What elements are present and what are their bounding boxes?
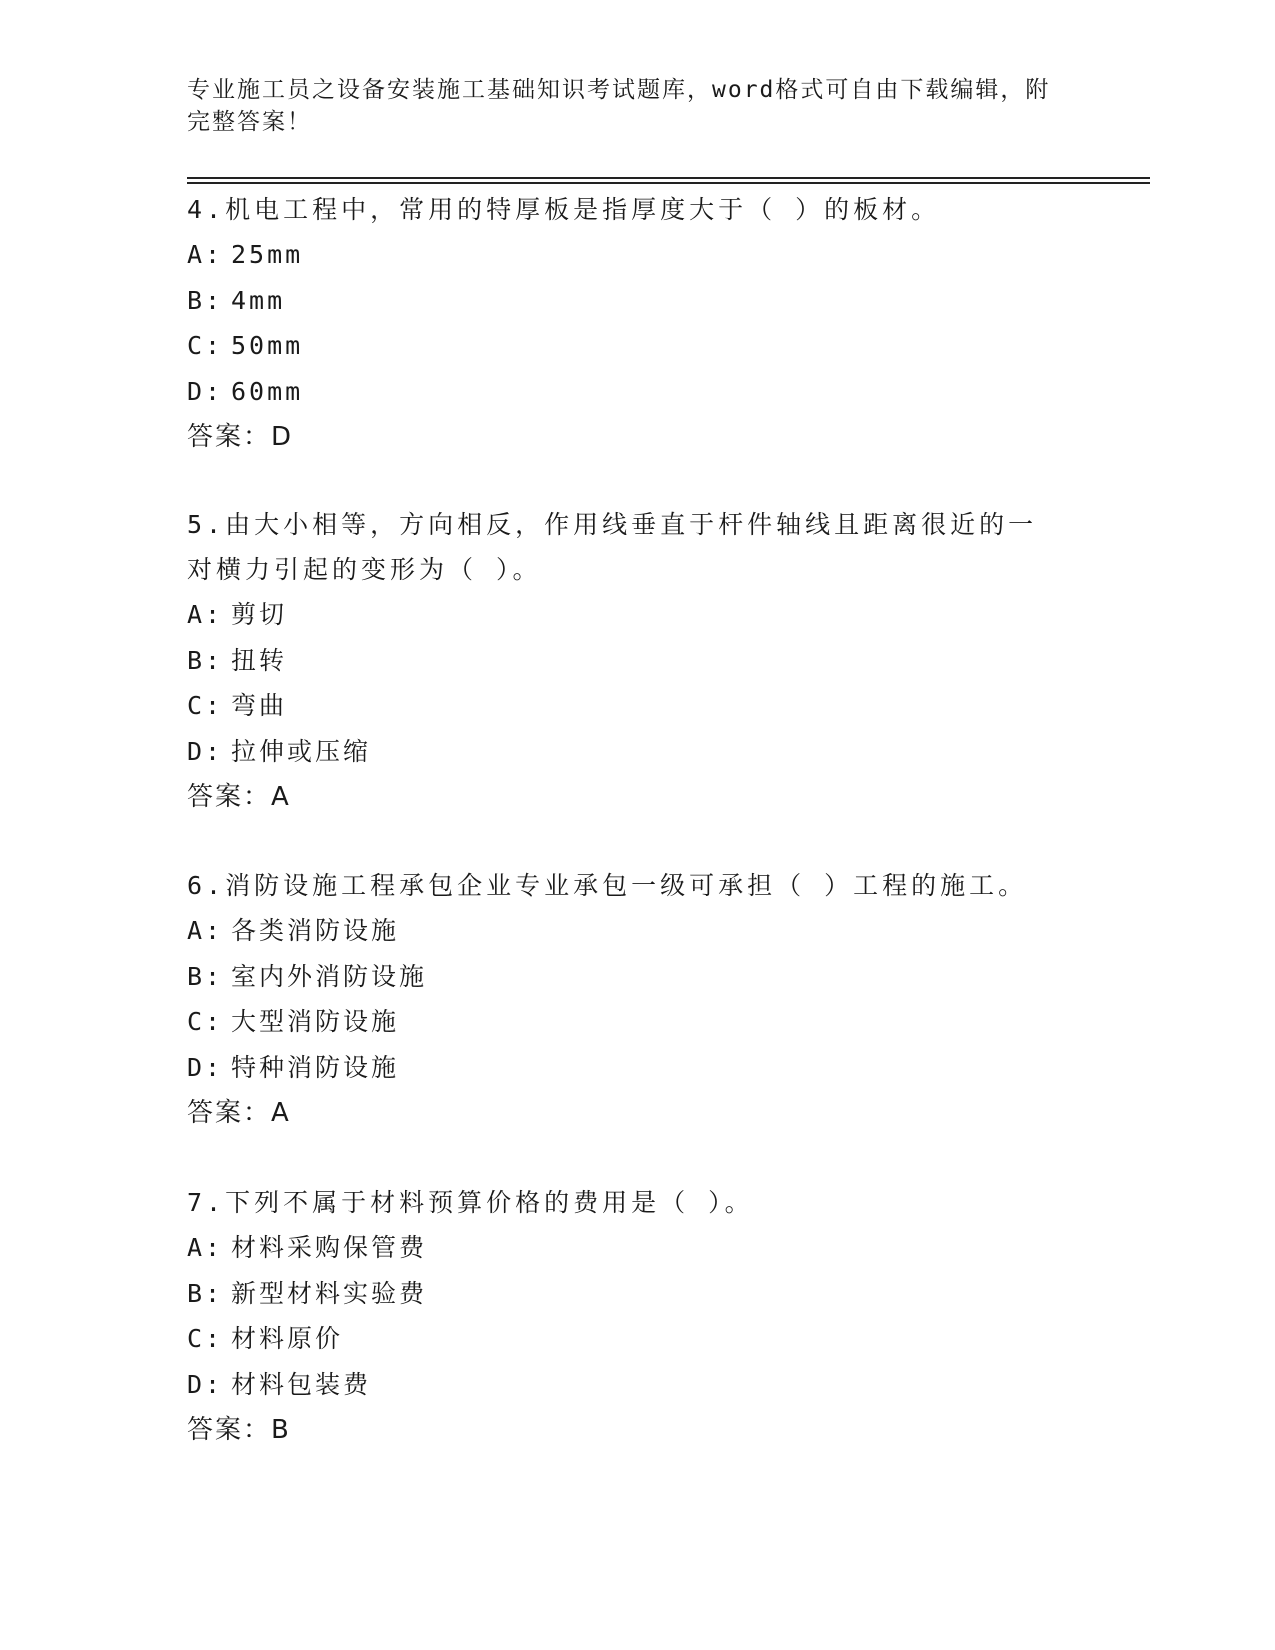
option-a xyxy=(187,908,1087,954)
question-stem: 5.由大小相等，方向相反，作用线垂直于杆件轴线且距离很近的一对横力引起的变形为（ ）。 xyxy=(187,510,1038,584)
option-key: A: xyxy=(187,240,224,269)
question-stem: 4.机电工程中，常用的特厚板是指厚度大于（ ）的板材。 xyxy=(187,195,941,224)
option-key: B: xyxy=(187,961,224,991)
option-d xyxy=(187,1362,1087,1408)
option-key: D: xyxy=(187,376,224,406)
option-key: D: xyxy=(187,736,224,766)
answer-line: 答案：D xyxy=(187,422,294,452)
answer-line: 答案：A xyxy=(187,1098,291,1128)
option-d xyxy=(187,1045,1087,1091)
question-stem: 7.下列不属于材料预算价格的费用是（ ）。 xyxy=(187,1188,754,1217)
header-divider-bottom xyxy=(187,182,1150,184)
option-text: 材料包装费 xyxy=(231,1369,372,1399)
option-d xyxy=(187,729,1087,775)
option-text: 剪切 xyxy=(231,600,288,629)
question-stem: 6.消防设施工程承包企业专业承包一级可承担（ ）工程的施工。 xyxy=(187,871,1028,900)
answer-line: 答案：B xyxy=(187,1415,291,1445)
option-key: C: xyxy=(187,1324,224,1353)
option-a xyxy=(187,1225,1087,1271)
option-a xyxy=(187,592,1087,638)
option-key: C: xyxy=(187,331,224,360)
option-key: B: xyxy=(187,285,224,315)
option-key: A: xyxy=(187,916,224,945)
option-text: 各类消防设施 xyxy=(231,916,400,945)
option-b xyxy=(187,1271,1087,1317)
option-text: 50mm xyxy=(231,331,304,360)
option-text: 材料原价 xyxy=(231,1324,344,1353)
option-a xyxy=(187,232,1087,278)
option-text: 大型消防设施 xyxy=(231,1007,400,1036)
option-text: 弯曲 xyxy=(231,691,288,720)
option-c xyxy=(187,1316,1087,1362)
option-key: A: xyxy=(187,600,224,629)
option-b xyxy=(187,278,1087,324)
question-6 xyxy=(187,863,1087,1136)
option-key: D: xyxy=(187,1052,224,1082)
option-key: C: xyxy=(187,1007,224,1036)
option-key: D: xyxy=(187,1369,224,1399)
option-text: 扭转 xyxy=(231,645,288,675)
option-c xyxy=(187,683,1087,729)
option-text: 新型材料实验费 xyxy=(231,1278,428,1308)
header-divider-top xyxy=(187,177,1150,179)
option-text: 60mm xyxy=(231,376,304,406)
option-text: 4mm xyxy=(231,285,286,315)
document-intro: 专业施工员之设备安装施工基础知识考试题库，word格式可自由下载编辑，附完整答案！ xyxy=(187,77,1051,135)
option-text: 25mm xyxy=(231,240,304,269)
option-key: C: xyxy=(187,691,224,720)
option-key: B: xyxy=(187,1278,224,1308)
option-key: A: xyxy=(187,1233,224,1262)
option-text: 特种消防设施 xyxy=(231,1052,400,1082)
answer-line: 答案：A xyxy=(187,782,291,812)
option-key: B: xyxy=(187,645,224,675)
option-b xyxy=(187,954,1087,1000)
option-text: 室内外消防设施 xyxy=(231,961,428,991)
option-b xyxy=(187,638,1087,684)
question-7 xyxy=(187,1180,1087,1453)
option-text: 材料采购保管费 xyxy=(231,1233,428,1262)
option-d xyxy=(187,369,1087,415)
option-c xyxy=(187,323,1087,369)
option-text: 拉伸或压缩 xyxy=(231,736,372,766)
question-4 xyxy=(187,187,1087,460)
option-c xyxy=(187,999,1087,1045)
question-5 xyxy=(187,502,1087,820)
